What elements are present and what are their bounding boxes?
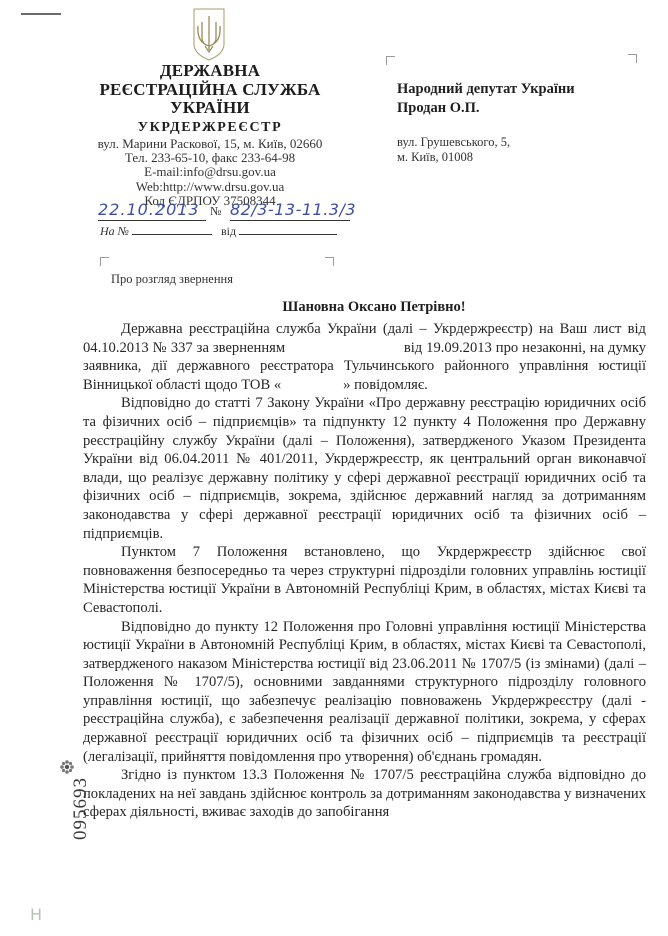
letter-subject: Про розгляд звернення bbox=[111, 272, 233, 286]
body-paragraph: Державна реєстраційна служба України (далі – Укрдержреєстр) на Ваш лист від 04.10.2013 № 337 за зверненням від 19.09.2013 про незаконні, на думку заявника, дії державного реєстратора Тульчинського районного управління юстиції Вінницької області щодо ТОВ « » повідомляє. bbox=[83, 321, 650, 393]
recipient-block bbox=[397, 80, 657, 164]
recipient-address-line-1: вул. Грушевського, 5, bbox=[397, 135, 511, 149]
incoming-reference bbox=[100, 224, 400, 239]
incoming-number-blank bbox=[132, 224, 212, 235]
org-phone-fax: Тел. 233-65-10, факс 233-64-98 bbox=[124, 149, 296, 165]
org-website: Web:http://www.drsu.gov.ua bbox=[135, 178, 285, 194]
org-edrpou-code: Код ЄДРПОУ 37508344 bbox=[144, 193, 276, 209]
body-paragraph: Згідно із пунктом 13.3 Положення № 1707/5 реєстраційна служба відповідно до покладених на неї завдань здійснює контроль за дотриманням законодавства у визначених сферах діяльності, вживає заходів до запобігання bbox=[83, 767, 646, 821]
outgoing-date: 22.10.2013 bbox=[98, 200, 206, 221]
coat-of-arms-icon bbox=[191, 6, 227, 62]
body-paragraph: Пунктом 7 Положення встановлено, що Укрдержреєстр здійснює свої повноваження безпосередньо та через структурні підрозділи головних управлінь юстиції Міністерства юстиції України в Автономній Республіці Крим, в областях, містах Києві та Севастополі. bbox=[83, 544, 646, 616]
top-margin-dash bbox=[21, 13, 61, 15]
outgoing-reference bbox=[96, 200, 396, 222]
address-corner-right bbox=[628, 54, 637, 63]
body-paragraph: Відповідно до пункту 12 Положення про Головні управління юстиції Міністерства юстиції України в Автономній Республіці Крим, в областях, містах Києві та Севастополі, затвердженого наказом Міністерства юстиції від 23.06.2011 № 1707/5 (із змінами) (далі – Положення № 1707/5), основними завданнями структурного підрозділу головного управління юстиції, що забезпечує реалізацію повноважень Укрдержреєстру (далі - реєстраційна служба), є забезпечення реалізації державної політики, зокрема, у сферах державної реєстрації юридичних осіб та фізичних осіб – підприємців та реєстрації (легалізації, прийняття повідомлення про утворення) об'єднань громадян. bbox=[83, 618, 646, 765]
salutation: Шановна Оксано Петрівно! bbox=[282, 299, 466, 315]
incoming-number-label: На № bbox=[100, 224, 129, 238]
number-sign: № bbox=[210, 204, 222, 218]
org-name-line-3: УКРАЇНИ bbox=[170, 98, 250, 117]
body-paragraph: Відповідно до статті 7 Закону України «Про державну реєстрацію юридичних осіб та фізичних осіб – підприємців» та підпункту 12 пункту 4 Положення про Державну реєстраційну службу України (далі – Положення), затвердженого Указом Президента України від 06.04.2011 № 401/2011, Укрдержреєстр, як центральний орган виконавчої влади, що реалізує державну політику у сфері державної реєстрації юридичних осіб та фізичних осіб – підприємців, зокрема, здійснює державний нагляд за дотриманням законодавства у сфері державної реєстрації юридичних осіб та фізичних осіб – підприємців. bbox=[83, 395, 646, 542]
recipient-address-line-2: м. Київ, 01008 bbox=[397, 149, 474, 164]
recipient-title: Народний депутат України bbox=[397, 81, 575, 97]
letter-body bbox=[83, 320, 650, 822]
flower-stamp-icon bbox=[60, 760, 74, 774]
recipient-name: Продан О.П. bbox=[397, 100, 480, 116]
letterhead bbox=[60, 62, 360, 209]
outgoing-number: 82/3-13-11.3/3 bbox=[230, 200, 357, 219]
org-abbreviation: УКРДЕРЖРЕЄСТР bbox=[137, 119, 283, 135]
subject-corner-left bbox=[100, 257, 109, 266]
org-email: E-mail:info@drsu.gov.ua bbox=[144, 164, 276, 180]
org-name-line-2: РЕЄСТРАЦІЙНА СЛУЖБА bbox=[99, 79, 321, 99]
incoming-from-label: від bbox=[220, 224, 237, 238]
address-corner-left bbox=[386, 56, 395, 65]
org-name-line-1: ДЕРЖАВНА bbox=[159, 61, 261, 80]
incoming-date-blank bbox=[239, 224, 337, 235]
subject-corner-right bbox=[325, 257, 334, 266]
registration-number: 095693 bbox=[70, 777, 91, 840]
pencil-mark: Н bbox=[30, 905, 43, 924]
org-address: вул. Марини Раскової, 15, м. Київ, 02660 bbox=[97, 135, 323, 151]
